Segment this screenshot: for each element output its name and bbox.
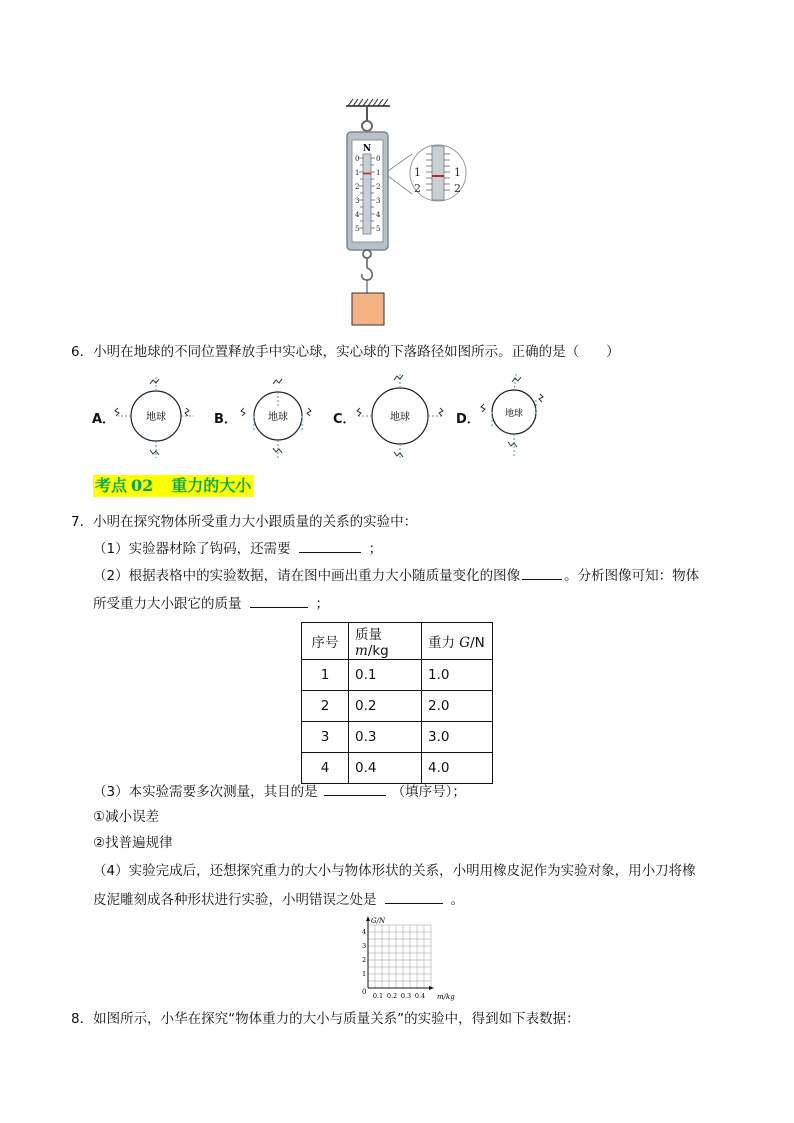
- svg-text:地球: 地球: [268, 412, 288, 423]
- graph-y-tick: 2: [362, 956, 367, 964]
- earth-options-figure: [88, 370, 558, 464]
- spring-scale-figure: [330, 96, 480, 328]
- zoom-tick: 1: [454, 166, 461, 179]
- question-7-part-4: （4）实验完成后，还想探究重力的大小与物体形状的关系，小明用橡皮泥作为实验对象，用小刀将橡: [93, 863, 696, 879]
- graph-y-tick: 3: [362, 942, 367, 950]
- zoom-tick: 2: [454, 182, 461, 195]
- table-cell: 2: [302, 691, 349, 722]
- answer-blank[interactable]: [324, 781, 386, 796]
- question-7-part-4-line-2: 皮泥雕刻成各种形状进行实验，小明错误之处是 。: [93, 889, 464, 910]
- hanging-block: [352, 293, 384, 325]
- graph-x-tick: 0.4: [414, 992, 426, 1000]
- answer-blank[interactable]: [522, 565, 562, 580]
- scale-tick-left: 3: [355, 197, 360, 205]
- table-cell: 2.0: [422, 691, 493, 722]
- option-b-label: B．: [214, 412, 237, 427]
- table-row: [302, 691, 493, 722]
- option-1: ①减小误差: [93, 809, 160, 825]
- scale-tick-left: 4: [355, 211, 360, 219]
- scale-tick-left: 1: [355, 169, 360, 177]
- table-header: 重力 G/N: [422, 623, 493, 660]
- earth-option-a: [115, 376, 194, 458]
- table-cell: 1.0: [422, 660, 493, 691]
- svg-text:地球: 地球: [504, 409, 524, 419]
- scale-tick-right: 4: [376, 211, 381, 219]
- question-7-part-3: （3）本实验需要多次测量，其目的是 （填序号）；: [93, 781, 466, 802]
- question-6-text: 6．小明在地球的不同位置释放手中实心球，实心球的下落路径如图所示。正确的是（ ）: [71, 344, 620, 360]
- section-title: 重力的大小: [171, 476, 252, 495]
- svg-text:地球: 地球: [390, 412, 410, 423]
- graph-x-tick: 0.3: [400, 992, 412, 1000]
- scale-tick-left: 2: [355, 183, 360, 191]
- zoom-tick: 2: [414, 182, 421, 195]
- graph-y-tick: 4: [362, 928, 367, 936]
- table-header: 序号: [302, 623, 349, 660]
- question-7-part-2: （2）根据表格中的实验数据，请在图中画出重力大小随质量变化的图像 。分析图像可知：物体: [93, 565, 699, 586]
- table-header: 质量m/kg: [349, 623, 422, 660]
- graph-origin: 0: [362, 988, 367, 996]
- earth-option-d: [481, 374, 543, 456]
- option-d-label: D．: [456, 412, 480, 427]
- graph-y-tick: 1: [362, 970, 367, 978]
- graph-y-label: G/N: [371, 917, 386, 925]
- table-cell: 4: [302, 753, 349, 784]
- table-cell: 0.2: [349, 691, 422, 722]
- table-cell: 3: [302, 722, 349, 753]
- table-header-row: [302, 623, 493, 660]
- zoom-tick: 1: [414, 166, 421, 179]
- question-7-stem: 7．小明在探究物体所受重力大小跟质量的关系的实验中：: [71, 514, 418, 530]
- option-2: ②找普遍规律: [93, 835, 173, 851]
- section-tag: 考点: [95, 476, 128, 495]
- table-cell: 0.3: [349, 722, 422, 753]
- graph-x-label: m/kg: [437, 993, 455, 1001]
- table-cell: 4.0: [422, 753, 493, 784]
- section-number: 02: [131, 476, 154, 495]
- table-cell: 0.4: [349, 753, 422, 784]
- question-7-part-1: （1）实验器材除了钩码，还需要 ；: [93, 538, 382, 559]
- answer-blank[interactable]: [299, 538, 361, 553]
- scale-tick-right: 2: [376, 183, 381, 191]
- scale-tick-right: 3: [376, 197, 381, 205]
- scale-tick-right: 5: [376, 225, 381, 233]
- graph-x-tick: 0.2: [386, 992, 398, 1000]
- table-cell: 3.0: [422, 722, 493, 753]
- earth-option-c: [357, 374, 443, 460]
- option-a-label: A．: [92, 412, 116, 427]
- earth-option-b: [241, 379, 311, 458]
- scale-tick-right: 0: [376, 155, 381, 163]
- table-row: [302, 753, 493, 784]
- scale-unit-label: N: [362, 144, 372, 154]
- scale-tick-left: 0: [355, 155, 360, 163]
- answer-blank[interactable]: [250, 593, 308, 608]
- table-row: [302, 722, 493, 753]
- question-8-text: 8．如图所示，小华在探究“物体重力的大小与质量关系”的实验中，得到如下表数据：: [71, 1011, 580, 1027]
- question-7-part-2-line-2: 所受重力大小跟它的质量 ；: [93, 593, 329, 614]
- data-table: [301, 622, 493, 784]
- blank-graph-grid: [352, 914, 462, 1002]
- option-c-label: C．: [333, 412, 356, 427]
- scale-tick-right: 1: [376, 169, 381, 177]
- graph-x-tick: 0.1: [372, 992, 384, 1000]
- svg-text:地球: 地球: [146, 412, 166, 423]
- table-cell: 0.1: [349, 660, 422, 691]
- table-row: [302, 660, 493, 691]
- answer-blank[interactable]: [385, 889, 443, 904]
- scale-tick-left: 5: [355, 225, 360, 233]
- table-cell: 1: [302, 660, 349, 691]
- section-header: [93, 475, 253, 497]
